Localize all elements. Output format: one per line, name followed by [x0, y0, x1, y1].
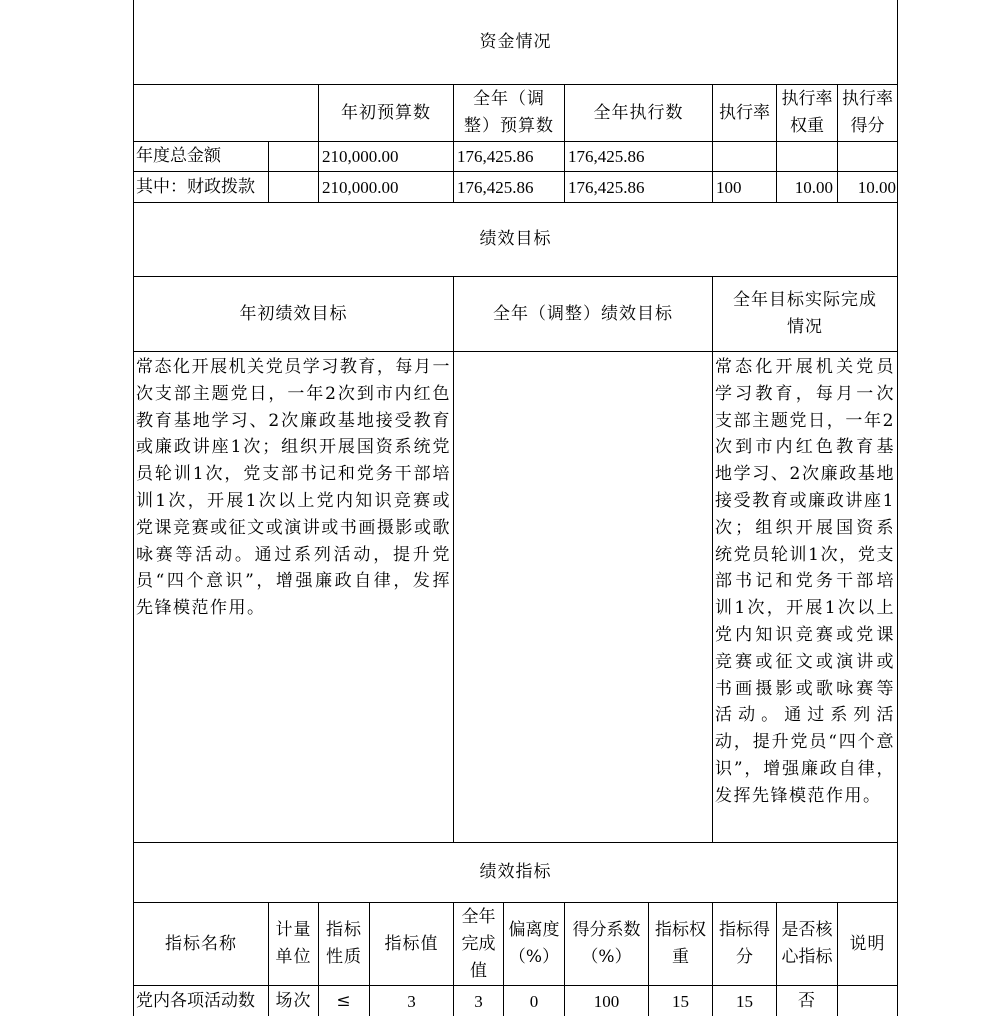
indicator-row-nature: ≤ [336, 990, 352, 1011]
divider [268, 141, 269, 202]
indicator-row-coef: 100 [593, 991, 620, 1011]
indicators-section-title: 绩效指标 [479, 862, 552, 882]
header-adjusted-goal: 全年（调整）绩效目标 [493, 303, 673, 324]
header-exec-rate: 执行率 [719, 102, 770, 123]
funding-row-initial: 210,000.00 [322, 147, 399, 166]
header-indicator-score: 指标得分 [719, 920, 770, 967]
funding-row-adjusted: 176,425.86 [457, 147, 534, 166]
funding-row-executed: 176,425.86 [568, 147, 645, 166]
funding-row-executed: 176,425.86 [568, 177, 645, 197]
header-rate-weight: 执行率权重 [781, 89, 833, 136]
indicator-row-unit: 场次 [275, 990, 312, 1011]
funding-section-title: 资金情况 [479, 31, 552, 52]
funding-row-weight [777, 142, 837, 171]
header-unit: 计量单位 [275, 920, 312, 967]
divider [133, 351, 898, 352]
indicator-row-note [838, 986, 897, 1016]
funding-row-score [838, 142, 897, 171]
funding-row-label: 其中：财政拨款 [136, 176, 255, 197]
goals-section-title: 绩效目标 [479, 229, 552, 249]
header-nature: 指标性质 [326, 920, 362, 967]
header-indicator-weight: 指标权重 [655, 920, 706, 967]
header-initial-budget: 年初预算数 [341, 102, 431, 123]
indicator-row-value: 3 [407, 991, 416, 1011]
funding-row-rate: 100 [716, 177, 742, 197]
header-initial-goal: 年初绩效目标 [239, 303, 348, 324]
funding-row-weight: 10.00 [794, 177, 833, 197]
funding-row-initial: 210,000.00 [322, 177, 399, 197]
indicator-row-score: 15 [736, 991, 753, 1011]
indicator-row-core: 否 [798, 990, 816, 1011]
header-rate-score: 执行率得分 [842, 89, 893, 136]
indicator-row-deviation: 0 [529, 991, 539, 1011]
initial-goal-text: 常态化开展机关党员学习教育，每月一次支部主题党日，一年2次到市内红色教育基地学习、2次廉政基地接受教育或廉政讲座1次；组织开展国资系统党员轮训1次，党支部书记和党务干部培训1次，开展1次以上党内知识竞赛或党课竞赛或征文或演讲或书画摄影或歌咏赛等活动。通过系列活动，提升党员“四个意识”，增强廉政自律，发挥先锋模范作用。 [136, 357, 451, 619]
performance-table [133, 0, 898, 1016]
header-indicator-name: 指标名称 [165, 933, 237, 954]
indicator-row-name: 党内各项活动数 [136, 990, 255, 1011]
actual-goal-text: 常态化开展机关党员学习教育，每月一次支部主题党日，一年2次到市内红色教育基地学习、2次廉政基地接受教育或廉政讲座1次；组织开展国资系统党员轮训1次，党支部书记和党务干部培训1次，开展1次以上党内知识竞赛或党课竞赛或征文或演讲或书画摄影或歌咏赛等活动。通过系列活动，提升党员“四个意识”，增强廉政自律，发挥先锋模范作用。 [715, 357, 895, 806]
indicator-row-completed: 3 [474, 991, 483, 1011]
indicator-row-weight: 15 [672, 991, 689, 1011]
funding-row-rate [713, 142, 776, 171]
funding-row-label: 年度总金额 [136, 146, 221, 166]
funding-row-adjusted: 176,425.86 [457, 177, 534, 197]
header-actual-goal: 全年目标实际完成情况 [733, 290, 877, 337]
header-score-coef: 得分系数（%） [572, 920, 641, 967]
header-completed: 全年完成值 [461, 906, 496, 981]
header-core-indicator: 是否核心指标 [781, 920, 833, 967]
header-target-value: 指标值 [384, 933, 439, 954]
divider [453, 276, 454, 842]
header-note: 说明 [849, 933, 886, 954]
header-executed: 全年执行数 [593, 102, 684, 123]
funding-row-score: 10.00 [857, 177, 896, 197]
header-deviation: 偏离度（%） [508, 920, 560, 967]
header-adjusted-budget: 全年（调整）预算数 [464, 89, 554, 136]
